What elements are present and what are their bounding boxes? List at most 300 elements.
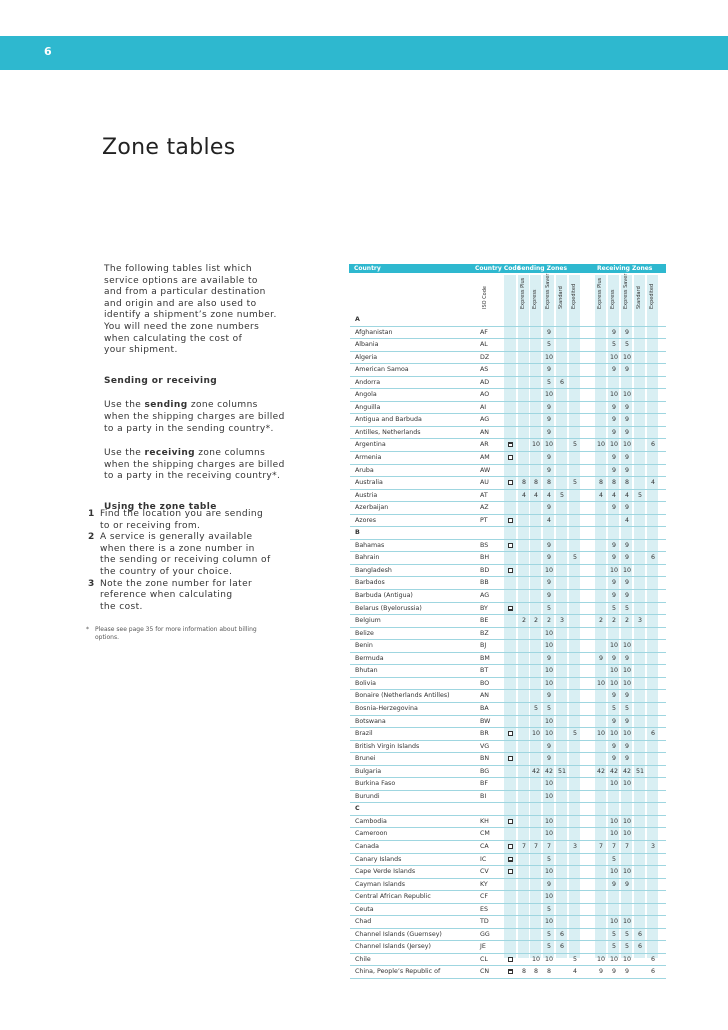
- receiving-zone-value: 10: [623, 566, 632, 574]
- country-name: Australia: [355, 479, 383, 487]
- sending-zone-value: 5: [547, 930, 552, 938]
- sending-zone-value: 10: [545, 918, 554, 926]
- sending-zone-value: 10: [545, 868, 554, 876]
- step-item: reference when calculating: [100, 590, 233, 601]
- sending-zone-value: 2: [534, 617, 539, 625]
- table-row: [350, 954, 666, 967]
- country-name: Canada: [355, 842, 379, 850]
- table-row: [350, 389, 666, 402]
- column-subheader: Standard: [558, 286, 564, 309]
- receiving-zone-value: 2: [599, 617, 604, 625]
- sending-zone-value: 6: [560, 943, 565, 951]
- receiving-zone-value: 9: [612, 692, 617, 700]
- receiving-zone-value: 10: [610, 817, 619, 825]
- sending-zone-value: 10: [545, 830, 554, 838]
- service-marker-icon: [508, 969, 513, 974]
- receiving-zone-value: 42: [623, 767, 632, 775]
- table-row: [350, 377, 666, 390]
- sending-zone-value: 7: [534, 842, 539, 850]
- receiving-zone-value: 10: [623, 780, 632, 788]
- table-row: [350, 728, 666, 741]
- service-marker-icon: [508, 518, 513, 523]
- receiving-zone-value: 4: [651, 479, 656, 487]
- table-row: [350, 352, 666, 365]
- service-marker-icon: [508, 857, 513, 862]
- receiving-zone-value: 9: [599, 654, 604, 662]
- sending-zone-value: 9: [547, 554, 552, 562]
- country-name: Belize: [355, 629, 374, 637]
- country-name: Algeria: [355, 353, 378, 361]
- receiving-zone-value: 10: [610, 353, 619, 361]
- service-marker-icon: [508, 455, 513, 460]
- col-header-sending-zones: Sending Zones: [517, 265, 568, 272]
- sending-zone-value: 5: [534, 704, 539, 712]
- country-name: Burundi: [355, 792, 380, 800]
- receiving-zone-value: 6: [651, 730, 656, 738]
- country-name: Bulgaria: [355, 767, 382, 775]
- iso-code: BZ: [480, 629, 489, 637]
- sending-zone-value: 9: [547, 541, 552, 549]
- intro-line: to a party in the receiving country*.: [104, 471, 281, 482]
- sending-zone-value: 9: [547, 466, 552, 474]
- sending-zone-value: 5: [573, 441, 578, 449]
- sending-zone-value: 9: [547, 579, 552, 587]
- column-subheader: Express Saver: [545, 273, 551, 309]
- sending-zone-value: 7: [547, 842, 552, 850]
- country-name: British Virgin Islands: [355, 742, 420, 750]
- country-name: Cayman Islands: [355, 880, 405, 888]
- table-row: [350, 577, 666, 590]
- table-row: [350, 854, 666, 867]
- table-row: [350, 477, 666, 490]
- country-name: Barbados: [355, 579, 385, 587]
- country-name: Burkina Faso: [355, 780, 396, 788]
- step-item: to or receiving from.: [100, 520, 201, 531]
- table-row: [350, 879, 666, 892]
- receiving-zone-value: 5: [638, 491, 643, 499]
- receiving-zone-value: 9: [625, 592, 630, 600]
- iso-code: BO: [480, 679, 490, 687]
- iso-code: KY: [480, 880, 488, 888]
- table-row: [350, 665, 666, 678]
- col-header-receiving-zones: Receiving Zones: [597, 265, 653, 272]
- receiving-zone-value: 3: [651, 842, 656, 850]
- table-row: [350, 766, 666, 779]
- table-row: [350, 929, 666, 942]
- sending-zone-value: 7: [522, 842, 527, 850]
- receiving-zone-value: 10: [610, 955, 619, 963]
- sending-zone-value: 10: [545, 642, 554, 650]
- sending-zone-value: 5: [573, 955, 578, 963]
- country-name: Ceuta: [355, 905, 374, 913]
- country-name: Bosnia-Herzegovina: [355, 704, 418, 712]
- sending-zone-value: 6: [560, 378, 565, 386]
- receiving-zone-value: 9: [625, 554, 630, 562]
- receiving-zone-value: 9: [612, 717, 617, 725]
- table-row: [350, 402, 666, 415]
- sending-zone-value: 6: [560, 930, 565, 938]
- receiving-zone-value: 6: [651, 955, 656, 963]
- table-row: [350, 966, 666, 979]
- country-name: Anguilla: [355, 403, 381, 411]
- receiving-zone-value: 9: [625, 579, 630, 587]
- section-letter: B: [355, 529, 360, 537]
- sending-zone-value: 5: [547, 378, 552, 386]
- table-row: [350, 439, 666, 452]
- country-name: Brunei: [355, 755, 376, 763]
- table-row: [350, 364, 666, 377]
- iso-code: GG: [480, 930, 490, 938]
- sending-zone-value: 9: [547, 366, 552, 374]
- iso-code: AR: [480, 441, 489, 449]
- table-row: [350, 904, 666, 917]
- receiving-zone-value: 9: [612, 742, 617, 750]
- iso-code: AI: [480, 403, 487, 411]
- receiving-zone-value: 9: [612, 428, 617, 436]
- receiving-zone-value: 9: [599, 968, 604, 976]
- receiving-zone-value: 9: [612, 328, 617, 336]
- receiving-zone-value: 9: [625, 742, 630, 750]
- receiving-zone-value: 9: [612, 466, 617, 474]
- receiving-zone-value: 10: [610, 730, 619, 738]
- sending-zone-value: 8: [522, 479, 527, 487]
- table-row: [350, 916, 666, 929]
- table-row: [350, 716, 666, 729]
- country-name: Azores: [355, 516, 377, 524]
- receiving-zone-value: 42: [597, 767, 606, 775]
- intro-line: The following tables list which: [104, 264, 252, 274]
- receiving-zone-value: 5: [625, 943, 630, 951]
- receiving-zone-value: 9: [625, 692, 630, 700]
- sending-zone-value: 9: [547, 654, 552, 662]
- receiving-zone-value: 9: [625, 454, 630, 462]
- receiving-zone-value: 10: [623, 679, 632, 687]
- sending-zone-value: 10: [532, 955, 541, 963]
- receiving-zone-value: 9: [625, 428, 630, 436]
- table-row: [350, 778, 666, 791]
- receiving-zone-value: 5: [625, 930, 630, 938]
- service-marker-icon: [508, 819, 513, 824]
- sending-zone-value: 5: [547, 855, 552, 863]
- receiving-zone-value: 6: [651, 441, 656, 449]
- country-name: Andorra: [355, 378, 381, 386]
- sending-zone-value: 4: [547, 516, 552, 524]
- receiving-zone-value: 9: [625, 416, 630, 424]
- country-name: Bahrain: [355, 554, 380, 562]
- step-item: 1 Find the location you are sending: [88, 509, 264, 519]
- table-row: [350, 452, 666, 465]
- sending-zone-value: 5: [547, 704, 552, 712]
- sending-zone-value: 10: [545, 780, 554, 788]
- receiving-zone-value: 9: [625, 466, 630, 474]
- receiving-zone-value: 9: [625, 403, 630, 411]
- country-name: Albania: [355, 341, 379, 349]
- country-name: Azerbaijan: [355, 504, 389, 512]
- country-name: Aruba: [355, 466, 374, 474]
- table-row: [350, 891, 666, 904]
- iso-code: KH: [480, 817, 489, 825]
- iso-code: BW: [480, 717, 491, 725]
- country-name: Chile: [355, 955, 371, 963]
- sending-zone-value: 3: [560, 617, 565, 625]
- service-marker-icon: [508, 756, 513, 761]
- receiving-zone-value: 8: [612, 479, 617, 487]
- col-header-country: Country: [354, 265, 381, 272]
- sending-zone-value: 9: [547, 755, 552, 763]
- table-row: [350, 678, 666, 691]
- iso-code: AT: [480, 491, 488, 499]
- sending-zone-value: 2: [522, 617, 527, 625]
- receiving-zone-value: 9: [625, 717, 630, 725]
- sending-zone-value: 5: [547, 341, 552, 349]
- receiving-zone-value: 5: [612, 855, 617, 863]
- section-letter: A: [355, 316, 360, 323]
- table-row: [350, 615, 666, 628]
- sending-zone-value: 4: [522, 491, 527, 499]
- sending-zone-value: 10: [545, 667, 554, 675]
- receiving-zone-value: 9: [625, 328, 630, 336]
- iso-code: JE: [480, 943, 486, 951]
- table-row: [350, 866, 666, 879]
- intro-line: and from a particular destination: [104, 287, 266, 298]
- table-row: [350, 816, 666, 829]
- receiving-zone-value: 9: [625, 504, 630, 512]
- sending-zone-value: 5: [547, 905, 552, 913]
- iso-code: AM: [480, 454, 490, 462]
- table-header: [349, 264, 666, 273]
- iso-code: BB: [480, 579, 489, 587]
- table-section-header: [350, 314, 666, 327]
- receiving-zone-value: 10: [610, 830, 619, 838]
- iso-code: BE: [480, 617, 489, 625]
- step-item: 2 A service is generally available: [88, 532, 253, 543]
- receiving-zone-value: 10: [623, 955, 632, 963]
- sending-zone-value: 51: [558, 767, 567, 775]
- step-item: the cost.: [100, 601, 143, 612]
- table-row: [350, 791, 666, 804]
- intro-line: and origin and are also used to: [104, 298, 257, 309]
- receiving-zone-value: 9: [612, 416, 617, 424]
- iso-code: BH: [480, 554, 490, 562]
- sending-zone-value: 5: [573, 479, 578, 487]
- receiving-zone-value: 10: [610, 566, 619, 574]
- sending-zone-value: 5: [547, 604, 552, 612]
- receiving-zone-value: 8: [625, 479, 630, 487]
- iso-code: CL: [480, 955, 488, 963]
- step-item: 3 Note the zone number for later: [88, 578, 253, 589]
- sending-zone-value: 8: [522, 968, 527, 976]
- sending-zone-value: 5: [573, 730, 578, 738]
- sending-zone-value: 9: [547, 592, 552, 600]
- country-name: Armenia: [355, 454, 382, 462]
- receiving-zone-value: 42: [610, 767, 619, 775]
- country-name: Angola: [355, 391, 377, 399]
- column-subheader: ISO Code: [482, 286, 488, 309]
- receiving-zone-value: 5: [612, 604, 617, 612]
- table-row: [350, 565, 666, 578]
- table-row: [350, 640, 666, 653]
- footnote: * Please see page 35 for more information about billing options.: [86, 626, 257, 641]
- receiving-zone-value: 2: [625, 617, 630, 625]
- step-item: the country of your choice.: [100, 566, 233, 577]
- receiving-zone-value: 9: [612, 654, 617, 662]
- country-name: Botswana: [355, 717, 386, 725]
- sending-zone-value: 10: [545, 955, 554, 963]
- receiving-zone-value: 9: [612, 541, 617, 549]
- receiving-zone-value: 10: [623, 667, 632, 675]
- sending-zone-value: 10: [545, 566, 554, 574]
- table-row: [350, 741, 666, 754]
- table-row: [350, 690, 666, 703]
- service-marker-icon: [508, 568, 513, 573]
- country-name: Bolivia: [355, 679, 377, 687]
- sending-zone-value: 9: [547, 504, 552, 512]
- country-name: Argentina: [355, 441, 386, 449]
- iso-code: CN: [480, 968, 490, 976]
- service-marker-icon: [508, 869, 513, 874]
- country-name: Cameroon: [355, 830, 388, 838]
- page-title: Zone tables: [102, 135, 236, 160]
- sending-zone-value: 8: [534, 968, 539, 976]
- iso-code: PT: [480, 516, 488, 524]
- receiving-zone-value: 4: [625, 516, 630, 524]
- receiving-zone-value: 7: [612, 842, 617, 850]
- section-letter: C: [355, 805, 360, 813]
- iso-code: TD: [480, 918, 489, 926]
- iso-code: AN: [480, 428, 490, 436]
- receiving-zone-value: 10: [610, 667, 619, 675]
- country-name: Brazil: [355, 730, 373, 738]
- col-header-country-code: Country Code: [475, 265, 521, 272]
- table-row: [350, 603, 666, 616]
- country-name: Chad: [355, 918, 372, 926]
- country-name: Bermuda: [355, 654, 384, 662]
- receiving-zone-value: 10: [623, 868, 632, 876]
- iso-code: BD: [480, 566, 490, 574]
- header-bar: [0, 36, 728, 70]
- column-subheader: Express Saver: [623, 273, 629, 309]
- table-section-header: [350, 527, 666, 540]
- sending-zone-value: 42: [545, 767, 554, 775]
- iso-code: AN: [480, 692, 490, 700]
- receiving-zone-value: 9: [625, 366, 630, 374]
- receiving-zone-value: 10: [610, 391, 619, 399]
- step-item: the sending or receiving column of: [100, 555, 271, 566]
- sending-zone-value: 10: [545, 730, 554, 738]
- receiving-zone-value: 2: [612, 617, 617, 625]
- table-row: [350, 339, 666, 352]
- receiving-zone-value: 9: [612, 968, 617, 976]
- table-row: [350, 941, 666, 954]
- country-name: Bangladesh: [355, 566, 392, 574]
- receiving-zone-value: 10: [597, 679, 606, 687]
- country-name: Bahamas: [355, 541, 385, 549]
- iso-code: DZ: [480, 353, 490, 361]
- receiving-zone-value: 5: [612, 704, 617, 712]
- iso-code: VG: [480, 742, 490, 750]
- receiving-zone-value: 10: [623, 391, 632, 399]
- receiving-zone-value: 8: [599, 479, 604, 487]
- receiving-zone-value: 4: [625, 491, 630, 499]
- column-subheader: Express: [610, 289, 616, 309]
- receiving-zone-value: 10: [623, 918, 632, 926]
- iso-code: CF: [480, 893, 489, 901]
- receiving-zone-value: 5: [612, 341, 617, 349]
- sending-zone-value: 9: [547, 328, 552, 336]
- sending-zone-value: 5: [573, 554, 578, 562]
- country-name: Afghanistan: [355, 328, 393, 336]
- column-subheader: Expedited: [571, 283, 577, 309]
- sending-zone-value: 4: [573, 968, 578, 976]
- receiving-zone-value: 5: [612, 943, 617, 951]
- receiving-zone-value: 3: [638, 617, 643, 625]
- sending-zone-value: 8: [547, 479, 552, 487]
- iso-code: BI: [480, 792, 487, 800]
- sending-zone-value: 9: [547, 428, 552, 436]
- country-name: Channel Islands (Guernsey): [355, 930, 442, 938]
- column-subheader: Express: [532, 289, 538, 309]
- section-heading-using-table: Using the zone table: [104, 501, 217, 512]
- country-name: Cape Verde Islands: [355, 868, 416, 876]
- receiving-zone-value: 5: [625, 604, 630, 612]
- iso-code: AZ: [480, 504, 489, 512]
- country-name: American Samoa: [355, 366, 409, 374]
- intro-line: Use the sending zone columns: [104, 400, 258, 411]
- service-marker-icon: [508, 442, 513, 447]
- sending-zone-value: 10: [532, 730, 541, 738]
- receiving-zone-value: 10: [597, 441, 606, 449]
- receiving-zone-value: 7: [599, 842, 604, 850]
- iso-code: AG: [480, 592, 490, 600]
- iso-code: AD: [480, 378, 490, 386]
- receiving-zone-value: 9: [625, 654, 630, 662]
- intro-line: identify a shipment’s zone number.: [104, 310, 277, 321]
- intro-line: your shipment.: [104, 345, 178, 356]
- country-name: Barbuda (Antigua): [355, 592, 413, 600]
- sending-zone-value: 4: [534, 491, 539, 499]
- receiving-zone-value: 9: [612, 403, 617, 411]
- table-row: [350, 628, 666, 641]
- column-subheader: Expedited: [649, 283, 655, 309]
- country-name: Channel Islands (Jersey): [355, 943, 431, 951]
- table-row: [350, 515, 666, 528]
- country-name: Bonaire (Netherlands Antilles): [355, 692, 450, 700]
- receiving-zone-value: 9: [612, 366, 617, 374]
- iso-code: BS: [480, 541, 489, 549]
- sending-zone-value: 4: [547, 491, 552, 499]
- iso-code: BJ: [480, 642, 487, 650]
- intro-line: when calculating the cost of: [104, 333, 243, 344]
- iso-code: BG: [480, 767, 490, 775]
- service-marker-icon: [508, 844, 513, 849]
- sending-zone-value: 10: [532, 441, 541, 449]
- table-row: [350, 828, 666, 841]
- receiving-zone-value: 10: [623, 441, 632, 449]
- country-name: Benin: [355, 642, 373, 650]
- iso-code: BA: [480, 704, 489, 712]
- service-marker-icon: [508, 480, 513, 485]
- sending-zone-value: 9: [547, 403, 552, 411]
- sending-zone-value: 8: [547, 968, 552, 976]
- sending-zone-value: 9: [547, 742, 552, 750]
- receiving-zone-value: 6: [651, 968, 656, 976]
- column-subheader: Standard: [636, 286, 642, 309]
- table-row: [350, 552, 666, 565]
- receiving-zone-value: 9: [625, 755, 630, 763]
- sending-zone-value: 9: [547, 416, 552, 424]
- receiving-zone-value: 51: [636, 767, 645, 775]
- zone-table: [350, 314, 666, 979]
